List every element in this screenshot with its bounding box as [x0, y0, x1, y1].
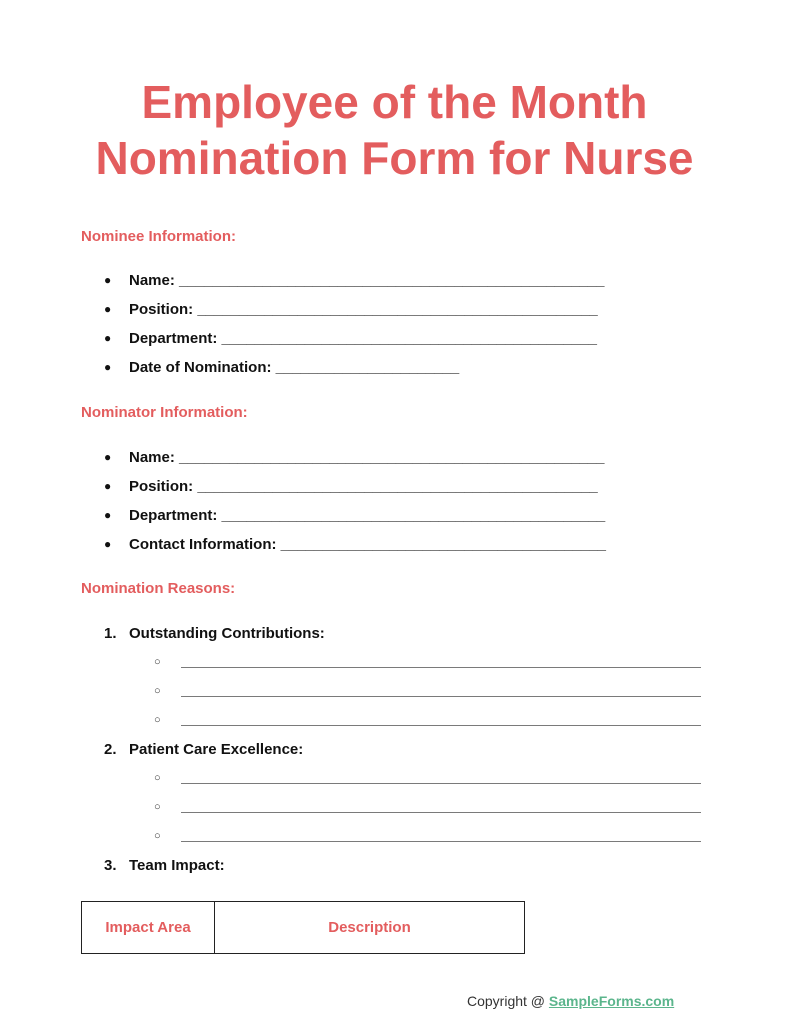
patient-care-line-1[interactable]: [154, 772, 701, 786]
field-label: Position: ________________________________________________: [129, 301, 598, 318]
copyright-text: Copyright @: [467, 993, 549, 1009]
contributions-line-3[interactable]: [154, 714, 701, 728]
blank-line: [181, 725, 701, 726]
nominator-name-field[interactable]: [104, 449, 604, 466]
field-label: Department: _____________________________________________: [129, 330, 597, 347]
nominator-department-field[interactable]: [104, 507, 605, 524]
bullet-icon: ●: [104, 331, 112, 345]
nominator-contact-field[interactable]: [104, 536, 606, 553]
reasons-heading: Nomination Reasons:: [81, 580, 236, 597]
nominator-position-field[interactable]: [104, 478, 598, 495]
circle-bullet-icon: ○: [154, 830, 161, 842]
bullet-icon: ●: [104, 537, 112, 551]
circle-bullet-icon: ○: [154, 801, 161, 813]
title-line-2: Nomination Form for Nurse: [95, 132, 694, 184]
impact-table: [81, 901, 525, 954]
field-label: Date of Nomination: ______________________: [129, 359, 460, 376]
item-number: 3.: [104, 857, 117, 874]
nominee-date-field[interactable]: [104, 359, 459, 376]
bullet-icon: ●: [104, 360, 112, 374]
form-title: [0, 74, 789, 186]
field-label: Department: ______________________________________________: [129, 507, 606, 524]
circle-bullet-icon: ○: [154, 714, 161, 726]
field-label: Contact Information: _______________________________________: [129, 536, 607, 553]
bullet-icon: ●: [104, 479, 112, 493]
nominee-heading: Nominee Information:: [81, 228, 237, 245]
circle-bullet-icon: ○: [154, 656, 161, 668]
item-number: 1.: [104, 625, 117, 642]
bullet-icon: ●: [104, 302, 112, 316]
blank-line: [181, 667, 701, 668]
table-header-row: [82, 902, 525, 954]
contributions-line-1[interactable]: [154, 656, 701, 670]
nominee-department-field[interactable]: [104, 330, 597, 347]
reason-item-contributions: [104, 625, 325, 642]
nominator-heading: Nominator Information:: [81, 404, 248, 421]
field-label: Position: ________________________________________________: [129, 478, 598, 495]
blank-line: [181, 841, 701, 842]
field-label: Name: ___________________________________________________: [129, 449, 605, 466]
patient-care-line-3[interactable]: [154, 830, 701, 844]
copyright-footer: [467, 993, 674, 1009]
circle-bullet-icon: ○: [154, 772, 161, 784]
title-line-1: Employee of the Month: [141, 76, 648, 128]
nominee-position-field[interactable]: [104, 301, 598, 318]
bullet-icon: ●: [104, 508, 112, 522]
item-label: Team Impact:: [129, 857, 225, 874]
reason-item-team-impact: [104, 857, 225, 874]
bullet-icon: ●: [104, 273, 112, 287]
item-label: Patient Care Excellence:: [129, 741, 304, 758]
contributions-line-2[interactable]: [154, 685, 701, 699]
blank-line: [181, 783, 701, 784]
patient-care-line-2[interactable]: [154, 801, 701, 815]
brand-link[interactable]: SampleForms.com: [548, 993, 675, 1009]
bullet-icon: ●: [104, 450, 112, 464]
item-label: Outstanding Contributions:: [129, 625, 325, 642]
description-header: Description: [215, 902, 525, 954]
blank-line: [181, 812, 701, 813]
reason-item-patient-care: [104, 741, 303, 758]
blank-line: [181, 696, 701, 697]
circle-bullet-icon: ○: [154, 685, 161, 697]
field-label: Name: ___________________________________________________: [129, 272, 605, 289]
nominee-name-field[interactable]: [104, 272, 604, 289]
item-number: 2.: [104, 741, 117, 758]
impact-area-header: Impact Area: [82, 902, 215, 954]
